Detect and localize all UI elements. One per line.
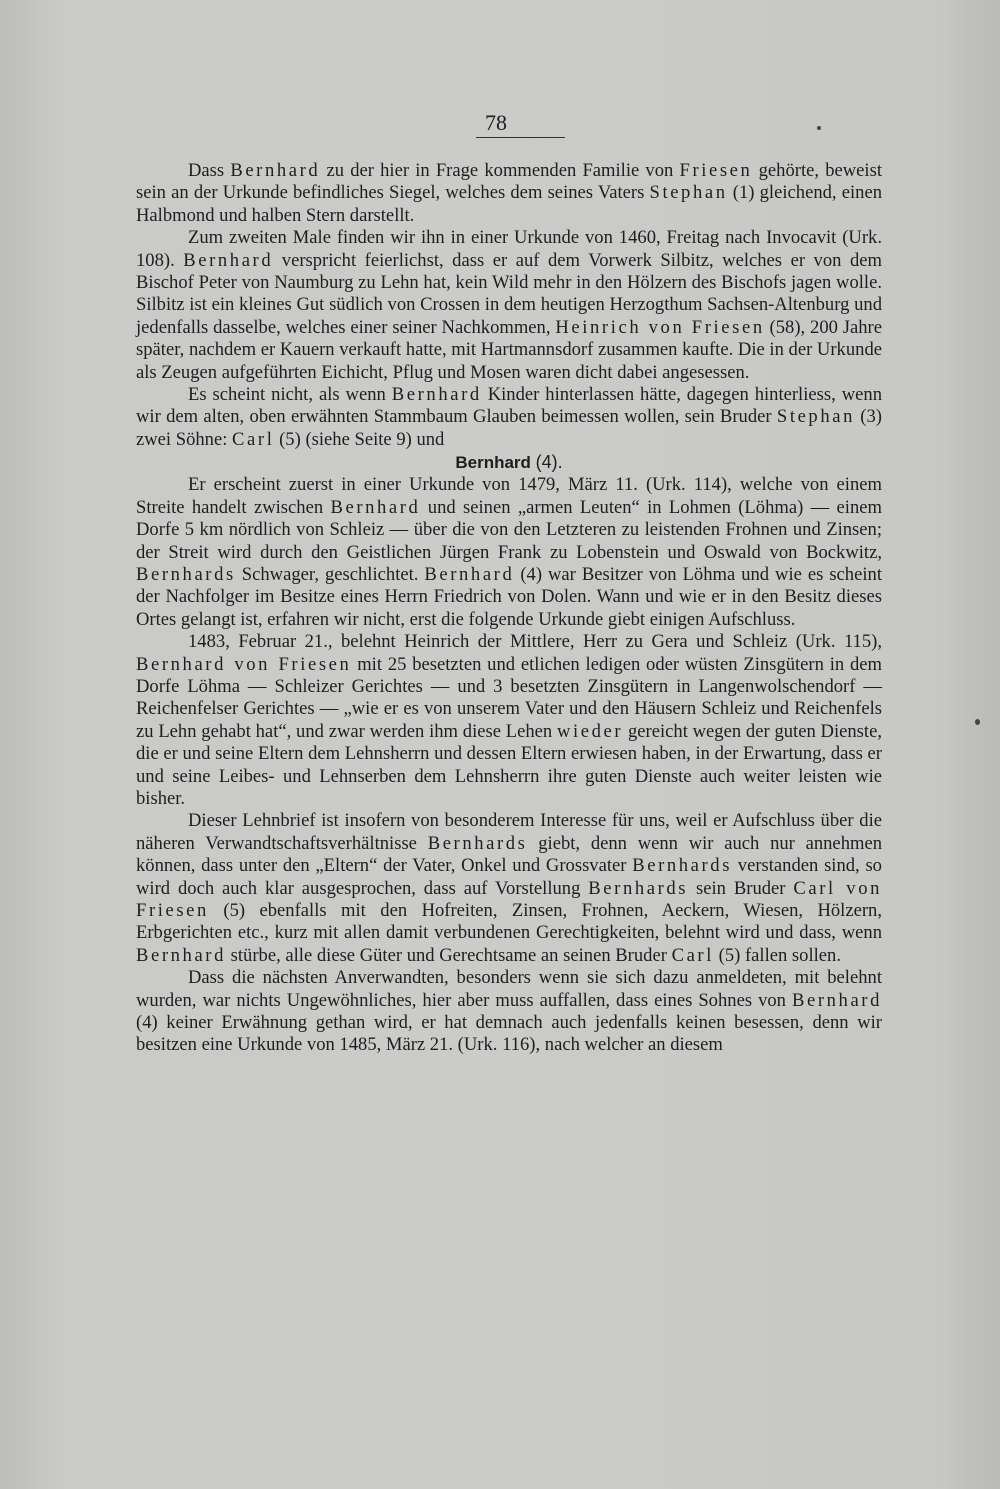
text-run: zu der hier in Frage kommenden Familie von bbox=[320, 160, 680, 181]
paragraph bbox=[136, 384, 882, 451]
paragraph bbox=[136, 227, 882, 384]
spaced-name: Friesen bbox=[679, 160, 753, 181]
text-run: Kinder hinterlassen hätte, dagegen hinterliess, wenn wir dem alten, oben erwähnten Stammbaum Glauben beimessen wollen, sein Bruder bbox=[136, 384, 882, 428]
spaced-name: Carl bbox=[232, 428, 275, 450]
text-run: (5) fallen sollen. bbox=[713, 944, 841, 966]
spaced-name: Bernhards bbox=[427, 832, 528, 854]
text-run: und seinen „armen Leuten“ in Lohmen (Löhma) — einem Dorfe 5 km nördlich von Schleiz — über die von den Letzteren zu leistenden Frohnen und Zinsen; der Streit wird durch den Geistlichen Jürgen Frank zu Lobenstein und Oswald von Bockwitz, bbox=[136, 496, 882, 563]
spaced-name: Bernhards bbox=[136, 563, 236, 585]
text-run: (4) keiner Erwähnung gethan wird, er hat demnach auch jedenfalls keinen besessen, denn wir besitzen eine Urkunde von 1485, März 21. (Urk. 116), nach welcher an diesem bbox=[136, 1012, 882, 1056]
text-run: sein Bruder bbox=[688, 877, 794, 899]
spaced-name: Bernhards bbox=[632, 855, 733, 877]
text-run: Dass die nächsten Anverwandten, besonders wenn sie sich dazu anmeldeten, mit belehnt wurden, war nichts Ungewöhnliches, hier aber muss auffallen, dass eines Sohnes von bbox=[136, 967, 882, 1011]
text-run: giebt, denn wenn wir auch nur annehmen können, dass unter den „Eltern“ der Vater, Onkel und Grossvater bbox=[136, 832, 882, 877]
text-run: (5) ebenfalls mit den Hofreiten, Zinsen, Frohnen, Aeckern, Wiesen, Hölzern, Erbgerichten etc., kurz mit allen damit verbundenen Gerechtigkeiten, belehnt wird und dass, wenn bbox=[136, 900, 882, 944]
paragraph bbox=[136, 631, 882, 810]
text-run: gereicht wegen der guten Dienste, die er und seine Eltern dem Lehnsherrn und dessen Eltern erwiesen haben, in der Erwartung, dass er und seine Leibes- und Lehnserben dem Lehnsherrn ihre guten Dienste auch weiter leisten wie bisher. bbox=[136, 720, 882, 809]
spaced-name: Bernhard bbox=[230, 160, 321, 181]
spaced-name: Bernhard bbox=[136, 944, 226, 966]
speck bbox=[975, 719, 980, 725]
text-run: Es scheint nicht, als wenn bbox=[188, 384, 392, 406]
spaced-name: Bernhard von Friesen bbox=[136, 653, 352, 675]
spaced-name: Bernhards bbox=[588, 877, 689, 899]
paragraph bbox=[136, 474, 882, 631]
spaced-name: wieder bbox=[557, 720, 624, 742]
spaced-name: Bernhard bbox=[391, 384, 482, 406]
text-run: (5) (siehe Seite 9) und bbox=[274, 428, 445, 450]
body-text bbox=[136, 160, 882, 1057]
heading-title: Bernhard bbox=[455, 453, 531, 473]
paragraph bbox=[136, 967, 882, 1057]
page-number: 78 bbox=[476, 110, 565, 138]
spaced-name: Carl bbox=[671, 944, 714, 966]
text-run: verstanden sind, so wird doch auch klar ausgesprochen, dass auf Vorstellung bbox=[136, 855, 882, 899]
text-run: (4) war Besitzer von Löhma und wie es scheint der Nachfolger im Besitze eines Herrn Friedrich von Dolen. Wann und wie er in den Besitz dieses Ortes gelangt ist, erfahren wir nicht, erst die folgende Urkunde giebt einigen Aufschluss. bbox=[136, 563, 882, 630]
text-run: verspricht feierlichst, dass er auf dem Vorwerk Silbitz, welches er von dem Bischof Peter von Naumburg zu Lehn hat, kein Wild mehr in den Hölzern des Bischofs jagen wolle. Silbitz ist ein kleines Gut südlich von Crossen in dem heutigen Herzogthum Sachsen-Altenburg und jedenfalls dasselbe, welches einer seiner Nachkommen, bbox=[136, 249, 882, 338]
heading-number: (4). bbox=[535, 452, 563, 473]
spaced-name: Heinrich von Friesen bbox=[555, 316, 765, 338]
speck bbox=[817, 126, 821, 130]
text-run: (58), 200 Jahre später, nachdem er Kauern verkauft hatte, mit Hartmannsdorf zusammen kaufte. Die in der Urkunde als Zeugen aufgeführten Eichicht, Pflug und Mosen waren dicht dabei angesessen. bbox=[136, 316, 882, 383]
text-run: Zum zweiten Male finden wir ihn in einer Urkunde von 1460, Freitag nach Invocavit (Urk. 108). bbox=[136, 227, 882, 271]
text-run: 1483, Februar 21., belehnt Heinrich der Mittlere, Herr zu Gera und Schleiz (Urk. 115), bbox=[188, 631, 882, 653]
text-run: mit 25 besetzten und etlichen ledigen oder wüsten Zinsgütern in dem Dorfe Löhma — Schleizer Gerichtes — und 3 besetzten Zinsgütern in Langenwolschendorf — Reichenfelser Gerichtes — „wie er es von unserem Vater und den Häusern Schleiz und Reichenfels zu Lehn gehabt hat“, und zwar werden ihm diese Lehen bbox=[136, 653, 882, 742]
spaced-name: Stephan bbox=[776, 406, 855, 428]
spaced-name: Bernhard bbox=[792, 989, 882, 1011]
text-run: Dass bbox=[188, 160, 231, 181]
text-run: gehörte, beweist sein an der Urkunde befindliches Siegel, welches dem seines Vaters bbox=[136, 160, 882, 204]
text-run: Schwager, geschlichtet. bbox=[235, 563, 425, 585]
spaced-name: Bernhard bbox=[424, 563, 515, 585]
text-run: Er erscheint zuerst in einer Urkunde von 1479, März 11. (Urk. 114), welche von einem Streite handelt zwischen bbox=[136, 474, 882, 518]
paragraph bbox=[136, 810, 882, 967]
text-run: stürbe, alle diese Güter und Gerechtsame an seinen Bruder bbox=[225, 944, 672, 966]
spaced-name: Stephan bbox=[649, 182, 728, 204]
spaced-name: Bernhard bbox=[330, 496, 421, 518]
text-run: Dieser Lehnbrief ist insofern von besonderem Interesse für uns, weil er Aufschluss über die näheren Verwandtschaftsverhältnisse bbox=[136, 810, 882, 854]
section-heading bbox=[136, 451, 882, 474]
paragraph bbox=[136, 160, 882, 227]
spaced-name: Bernhard bbox=[183, 249, 274, 271]
text-run: (1) gleichend, einen Halbmond und halben Stern darstellt. bbox=[136, 182, 882, 226]
spaced-name: Carl von Friesen bbox=[136, 877, 882, 921]
text-run: (3) zwei Söhne: bbox=[136, 406, 882, 450]
